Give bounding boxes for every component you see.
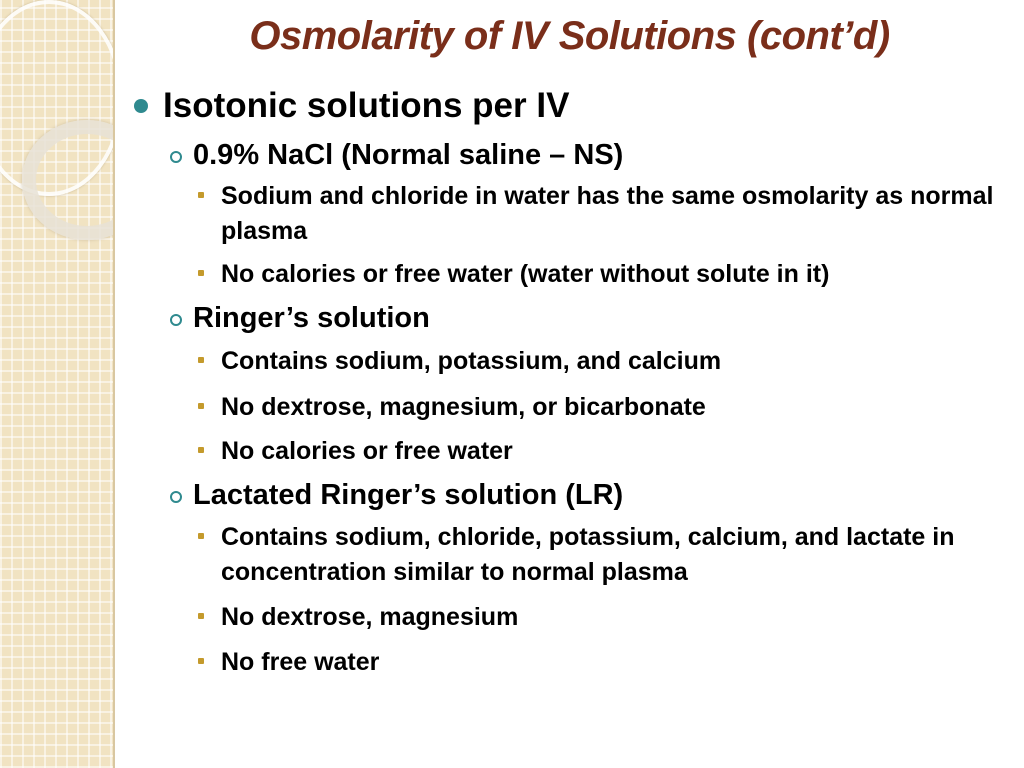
bullet-square-icon <box>198 447 204 453</box>
bullet-text: Isotonic solutions per IV <box>163 86 570 125</box>
bullet-square-icon <box>198 533 204 539</box>
bullet-level-3 <box>130 645 1010 679</box>
bullet-square-icon <box>198 403 204 409</box>
bullet-text: Ringer’s solution <box>193 302 430 334</box>
bullet-dot-icon <box>134 99 148 113</box>
side-panel-border <box>113 0 115 768</box>
bullet-text: 0.9% NaCl (Normal saline – NS) <box>193 139 624 171</box>
bullet-square-icon <box>198 613 204 619</box>
bullet-level-2 <box>130 299 1010 337</box>
bullet-level-2 <box>130 476 1010 514</box>
bullet-square-icon <box>198 658 204 664</box>
bullet-square-icon <box>198 270 204 276</box>
bullet-level-1 <box>130 84 1010 128</box>
bullet-circle-icon <box>170 314 182 326</box>
bullet-square-icon <box>198 357 204 363</box>
slide-title: Osmolarity of IV Solutions (cont’d) <box>249 14 890 58</box>
bullet-text: No dextrose, magnesium, or bicarbonate <box>221 393 706 421</box>
bullet-level-3 <box>130 434 1010 468</box>
bullet-level-2 <box>130 136 1010 174</box>
bullet-level-3 <box>130 600 1010 634</box>
bullet-text: No calories or free water (water without solute in it) <box>221 260 830 288</box>
bullet-text: No free water <box>221 648 380 676</box>
bullet-square-icon <box>198 192 204 198</box>
bullet-text: Sodium and chloride in water has the same osmolarity as normal plasma <box>221 182 994 245</box>
bullet-circle-icon <box>170 491 182 503</box>
bullet-level-3 <box>130 179 1010 249</box>
bullet-text: No calories or free water <box>221 437 513 465</box>
decorative-side-panel <box>0 0 113 768</box>
bullet-text: No dextrose, magnesium <box>221 603 519 631</box>
slide-content <box>130 84 1010 679</box>
bullet-level-3 <box>130 390 1010 424</box>
bullet-level-3 <box>130 344 1010 378</box>
bullet-circle-icon <box>170 151 182 163</box>
bullet-text: Contains sodium, potassium, and calcium <box>221 347 722 375</box>
bullet-level-3 <box>130 520 1010 590</box>
bullet-text: Contains sodium, chloride, potassium, calcium, and lactate in concentration similar to normal plasma <box>221 523 955 586</box>
bullet-level-3 <box>130 257 1010 291</box>
bullet-text: Lactated Ringer’s solution (LR) <box>193 479 624 511</box>
